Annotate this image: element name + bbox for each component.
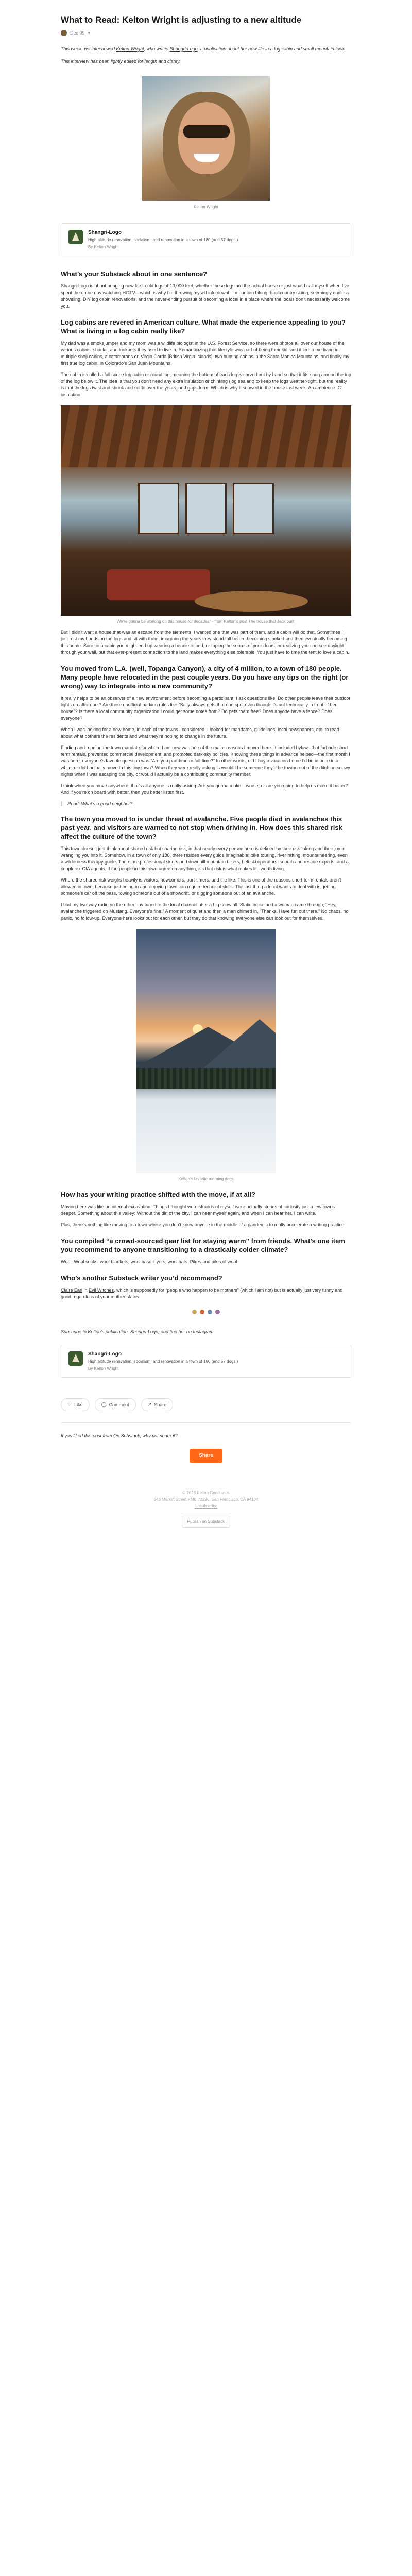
- post-title: What to Read: Kelton Wright is adjusting to a new altitude: [61, 15, 302, 25]
- divider-dot: [208, 1310, 212, 1314]
- question-heading: [61, 1236, 351, 1254]
- writer-publication-link[interactable]: Evil Witches: [89, 1287, 114, 1293]
- publication-logo-icon: [68, 230, 83, 244]
- like-label: Like: [74, 1402, 83, 1408]
- share-cta-button[interactable]: Share: [190, 1449, 222, 1463]
- intro-text: , a publication about her new life in a log cabin and small mountain town.: [197, 46, 347, 52]
- intro-text: This week, we interviewed: [61, 46, 116, 52]
- share-label: Share: [154, 1402, 167, 1408]
- divider-dot: [200, 1310, 204, 1314]
- share-icon: ↗: [147, 1402, 152, 1407]
- post-actions: [61, 1398, 351, 1411]
- gear-list-link[interactable]: a crowd-sourced gear list for staying warm: [109, 1237, 246, 1245]
- embed-byline: By Kelton Wright: [88, 1366, 119, 1371]
- post-date: Dec 09: [70, 30, 85, 36]
- question-heading: Log cabins are revered in American culture. What made the experience appealing to you? What is living in a log cabin really like?: [61, 318, 346, 335]
- embed-desc: High altitude renovation, socialism, and renovation in a town of 180 (and 57 dogs.): [88, 1359, 238, 1364]
- answer-paragraph: I think when you move anywhere, that’s all anyone is really asking: Are you gonna make it worse, or are you going to help us make it better? And if you’re on board with better, then you better listen first.: [61, 783, 348, 795]
- answer-paragraph: Where the shared risk weighs heavily is visitors, newcomers, part-timers, and the like. This is one of the reasons short-term rentals aren’t allowed in town, because just being in and enjoying town can require technical skills. The last thing a local wants to deal with is getting someone’s car off the pass, towing someone out of a snowdrift, or digging someone out of an avalanche.: [61, 877, 341, 896]
- answer-paragraph: Finding and reading the town mandate for where I am now was one of the major reasons I moved here. It included bylaws that forbade short-term rentals, prevented commercial development, and promoted dark-sky policies. Knowing these things in advance helped—the first month I was here, everyone’s favorite question was “Are you part-time or full-time?” In other words, did I buy a vacation home I’d be in once in a while, or did I actually move to this tiny town? When they were really asking is would I be someone they’d be towing out of the ditch on snowy nights when I was escaping the city, or would I actually be a contributing community member.: [61, 745, 350, 777]
- treeline-shape: [136, 1068, 276, 1089]
- read-callout: [61, 801, 351, 806]
- embed-desc: High altitude renovation, socialism, and renovation in a town of 180 (and 57 dogs.): [88, 238, 238, 242]
- answer-paragraph: Wool. Wool socks, wool blankets, wool base layers, wool hats. Pikes and piles of wool.: [61, 1259, 238, 1264]
- writer-link[interactable]: Claire Earl: [61, 1287, 83, 1293]
- answer-paragraph: Shangri-Logo is about bringing new life to old logs at 10,000 feet, whether those logs are the actual house or just what I call myself when I’ve spent the entire day watching HGTV—which is why I’m throwing myself into downhill mountain biking, backcountry skiing, seemingly endless shoveling, DIY log cabin renovations, and the never-ending pursuit of becoming a local in a place where the locals don’t necessarily welcome you.: [61, 283, 350, 309]
- article: [61, 0, 351, 1528]
- read-link[interactable]: What’s a good neighbor?: [81, 801, 133, 806]
- chevron-down-icon[interactable]: ▾: [88, 30, 91, 36]
- subscribe-note: [61, 1329, 351, 1335]
- post-meta: [61, 30, 351, 36]
- hero-sunglasses-shape: [183, 125, 230, 138]
- instagram-link[interactable]: Instagram: [193, 1329, 214, 1334]
- heart-icon: ♡: [67, 1402, 72, 1407]
- publication-logo-icon: [68, 1351, 83, 1366]
- hero-face-shape: [178, 102, 235, 174]
- embed-byline: By Kelton Wright: [88, 245, 119, 249]
- answer-paragraph: My dad was a smokejumper and my mom was a wildlife biologist in the U.S. Forest Service, so there were photos all over our house of the various cabins, shacks, and lookouts they used to live in. Romanticizing that lifestyle was part of being their kid, and it led to me living in multiple shoji cabins, a catamarans on Virgin Gorda [British Virgin Islands], two hunting cabins in the Santa Monica Mountains, and finally my first true log cabin, in Colorado’s San Juan Mountains.: [61, 341, 349, 366]
- footer: [61, 1489, 351, 1528]
- cabin-window-shape: [185, 483, 227, 534]
- publication-link[interactable]: Shangri-Logo: [130, 1329, 158, 1334]
- answer-text: in: [82, 1287, 89, 1293]
- share-button[interactable]: [141, 1398, 174, 1411]
- cabin-beams-shape: [61, 405, 351, 467]
- hero-caption: Kelton Wright: [194, 205, 218, 209]
- intro-text: , who writes: [144, 46, 170, 52]
- answer-paragraph: Plus, there’s nothing like moving to a town where you don’t know anyone in the middle of a pandemic to really accelerate a writing practice.: [61, 1222, 346, 1227]
- subscribe-text: Subscribe to Kelton’s publication,: [61, 1329, 130, 1334]
- embed-name: Shangri-Logo: [88, 230, 122, 235]
- cabin-caption: We’re gonna be working on this house for decades” - from Kelton’s post The house that Jack built.: [116, 619, 296, 624]
- like-button[interactable]: [61, 1398, 90, 1411]
- answer-paragraph: But I didn’t want a house that was an escape from the elements; I wanted one that was part of them, and a cabin will do that. Sometimes I just rest my hands on the logs and sit with them, imagining the years they stood tall before becoming stacked and then eventually becoming this home. Sure, in a cabin you might end up wearing a beanie to bed, or taping the seams of your doors, or realizing you can see daylight through your wall, but that ever-present connection to the land makes everything else tolerable. You just have to time the tent to love a cabin.: [61, 630, 349, 655]
- comment-button[interactable]: [95, 1398, 136, 1411]
- cabin-sofa-shape: [107, 569, 210, 600]
- question-heading: How has your writing practice shifted with the move, if at all?: [61, 1191, 255, 1198]
- cabin-window-shape: [233, 483, 274, 534]
- answer-paragraph: It really helps to be an observer of a new environment before becoming a participant. I ask questions like: Do other people leave their outdoor lights on after dark? Are there unofficial parking rules like “Sally always gets that one spot even though it’s not technically in front of her house”? Is there a local community organization I could get some notes from? Do pets roam free? Does anyone have a fence? Does everyone?: [61, 696, 351, 721]
- answer-paragraph: Moving here was like an internal excavation. Things I thought were strands of myself were actually stories of curiosity just a few towns deeper. Something about this valley: Without the din of the city, I can hear myself again, and when I can hear her, I can write.: [61, 1204, 335, 1216]
- author-link[interactable]: Kelton Wright: [116, 46, 144, 52]
- share-prompt: If you liked this post from On Substack, why not share it?: [61, 1433, 178, 1438]
- question-heading: What’s your Substack about in one sentence?: [61, 270, 208, 278]
- read-label: Read:: [67, 801, 81, 806]
- cabin-window-shape: [138, 483, 179, 534]
- edit-note: This interview has been lightly edited for length and clarity.: [61, 59, 181, 64]
- publish-on-substack-badge[interactable]: Publish on Substack: [182, 1516, 231, 1528]
- question-text: You compiled “: [61, 1237, 110, 1245]
- divider-dot: [215, 1310, 220, 1314]
- cabin-interior-image[interactable]: [61, 405, 351, 616]
- answer-text: , which is supposedly for “people who happen to be mothers” (which I am not) but is actually just very funny and good regardless of your mother status.: [61, 1287, 343, 1299]
- divider: [61, 1422, 351, 1423]
- publication-link[interactable]: Shangri-Logo: [169, 46, 198, 52]
- publication-embed[interactable]: [61, 1345, 351, 1378]
- comment-icon: ◯: [101, 1402, 107, 1407]
- comment-label: Comment: [109, 1402, 129, 1408]
- footer-copyright: © 2023 Kelton Goodlands: [182, 1490, 230, 1495]
- author-avatar[interactable]: [61, 30, 67, 36]
- question-heading: The town you moved to is under threat of avalanche. Five people died in avalanches this past year, and visitors are warned to not stop when driving in. How does this shared risk affect the culture of the town?: [61, 815, 342, 840]
- mountain-landscape-image[interactable]: [136, 929, 276, 1173]
- intro-paragraph: [61, 45, 351, 53]
- answer-paragraph: I had my two-way radio on the other day tuned to the local channel after a big snowfall. Static broke and a woman came through, “Hey, avalanche triggered on Mustang. Everyone’s fine.” A moment of quiet and then a man chimed in, “Thanks. Have fun out there.” No chaos, no panic, no follow-up. Everyone here looks out for each other, but they do that knowing everyone else can look out for themselves.: [61, 902, 349, 921]
- publication-embed[interactable]: [61, 223, 351, 256]
- hero-image[interactable]: [142, 76, 270, 201]
- divider-dot: [192, 1310, 197, 1314]
- answer-paragraph: [61, 1287, 351, 1300]
- footer-address: 548 Market Street PMB 72296, San Francisco, CA 94104: [153, 1497, 259, 1502]
- question-heading: You moved from L.A. (well, Topanga Canyon), a city of 4 million, to a town of 180 people. Many people have relocated in the past couple years. Do you have any tips on the right (or wrong) way to integrate into a new community?: [61, 665, 349, 690]
- cabin-rug-shape: [195, 591, 308, 612]
- unsubscribe-link[interactable]: Unsubscribe: [194, 1504, 218, 1509]
- subscribe-text: .: [213, 1329, 215, 1334]
- question-text: ” from friends. What’s one item you recommend to anyone transitioning to a drastically colder climate?: [61, 1237, 345, 1253]
- mountain-shape: [198, 1019, 276, 1073]
- subscribe-text: , and find her on: [158, 1329, 193, 1334]
- answer-paragraph: When I was looking for a new home, in each of the towns I considered, I looked for mandates, guidelines, local newspapers, etc. to read about what bothers the residents and what they’re hoping to change in the future.: [61, 727, 339, 739]
- embed-name: Shangri-Logo: [88, 1351, 122, 1357]
- landscape-caption: Kelton’s favorite morning dogs: [178, 1177, 234, 1181]
- question-heading: Who’s another Substack writer you’d recommend?: [61, 1274, 222, 1282]
- answer-paragraph: This town doesn’t just think about shared risk but sharing risk, in that nearly every person here is defined by their risk-taking and their joy in wrangling you into it. Somehow, in a town of only 180, there resides every guide imaginable: bike touring, river rafting, mountaineering, even a wilderness therapy guide. There are professional skiers and downhill mountain bikers, heli-ski operators, search and rescue experts, and a couple ex-CIA agents. If the people in this town agree on anything, it’s that risk is what makes life worth living.: [61, 846, 349, 871]
- answer-paragraph: The cabin is called a full scribe log cabin or round log, meaning the bottom of each log is carved out by hand so that it fits snug around the top of the log below it. The idea is that you don’t need any extra insulation or chinking (log sealant) to keep the logs weather-tight, but the reality is that the logs twist and shrink and settle over the years, and gaps form. Which is why it snowed in the house last week. An ambience. C- insulation.: [61, 372, 351, 397]
- section-divider: [61, 1310, 351, 1314]
